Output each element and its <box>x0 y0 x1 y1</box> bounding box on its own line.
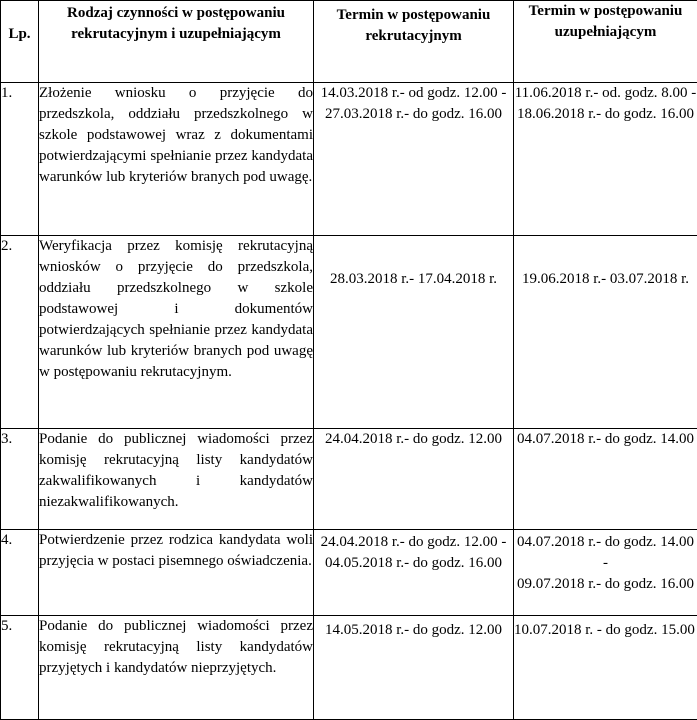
term-end: 09.07.2018 r.- do godz. 16.00 <box>514 574 697 595</box>
term-supplementary <box>514 530 697 616</box>
term-end: 18.06.2018 r.- do godz. 16.00 <box>514 104 697 125</box>
table-header-row <box>1 1 697 83</box>
activity-description: Podanie do publicznej wiadomości przez komisję rekrutacyjną listy kandydatów przyjętych i kandydatów nieprzyjętych. <box>39 616 314 720</box>
term-start: 04.07.2018 r.- do godz. 14.00 - <box>514 532 697 574</box>
table-row <box>1 236 697 429</box>
activity-description: Złożenie wniosku o przyjęcie do przedszkola, oddziału przedszkolnego w szkole podstawowej wraz z dokumentami potwierdzającymi spełnianie przez kandydata warunków lub kryteriów branych pod uwagę. <box>39 83 314 236</box>
header-term-supplementary: Termin w postępowaniu uzupełniającym <box>514 1 697 83</box>
term-supplementary: 10.07.2018 r. - do godz. 15.00 <box>514 616 697 720</box>
term-start: 14.03.2018 r.- od godz. 12.00 - <box>314 83 513 104</box>
header-term-main: Termin w postępowaniu rekrutacyjnym <box>314 1 514 83</box>
activity-description: Potwierdzenie przez rodzica kandydata woli przyjęcia w postaci pisemnego oświadczenia. <box>39 530 314 616</box>
row-number: 1. <box>1 83 39 236</box>
header-lp: Lp. <box>1 1 39 83</box>
row-number: 5. <box>1 616 39 720</box>
row-number: 4. <box>1 530 39 616</box>
term-supplementary: 04.07.2018 r.- do godz. 14.00 <box>514 429 697 530</box>
row-number: 2. <box>1 236 39 429</box>
term-supplementary <box>514 83 697 236</box>
term-start: 24.04.2018 r.- do godz. 12.00 - <box>314 532 513 553</box>
table-row <box>1 83 697 236</box>
table-row <box>1 429 697 530</box>
term-main <box>314 83 514 236</box>
activity-description: Podanie do publicznej wiadomości przez komisję rekrutacyjną listy kandydatów zakwalifikowanych i kandydatów niezakwalifikowanych. <box>39 429 314 530</box>
table-row <box>1 530 697 616</box>
term-start: 11.06.2018 r.- od. godz. 8.00 - <box>514 83 697 104</box>
term-main: 14.05.2018 r.- do godz. 12.00 <box>314 616 514 720</box>
term-main: 24.04.2018 r.- do godz. 12.00 <box>314 429 514 530</box>
term-supplementary: 19.06.2018 r.- 03.07.2018 r. <box>514 236 697 429</box>
term-end: 04.05.2018 r.- do godz. 16.00 <box>314 553 513 574</box>
term-end: 27.03.2018 r.- do godz. 16.00 <box>314 104 513 125</box>
table-row <box>1 616 697 720</box>
term-main <box>314 530 514 616</box>
header-activity: Rodzaj czynności w postępowaniu rekrutacyjnym i uzupełniającym <box>39 1 314 83</box>
activity-description: Weryfikacja przez komisję rekrutacyjną wniosków o przyjęcie do przedszkola, oddziału przedszkolnego w szkole podstawowej i dokumentów potwierdzających spełnianie przez kandydata warunków lub kryteriów branych pod uwagę w postępowaniu rekrutacyjnym. <box>39 236 314 429</box>
term-main: 28.03.2018 r.- 17.04.2018 r. <box>314 236 514 429</box>
row-number: 3. <box>1 429 39 530</box>
